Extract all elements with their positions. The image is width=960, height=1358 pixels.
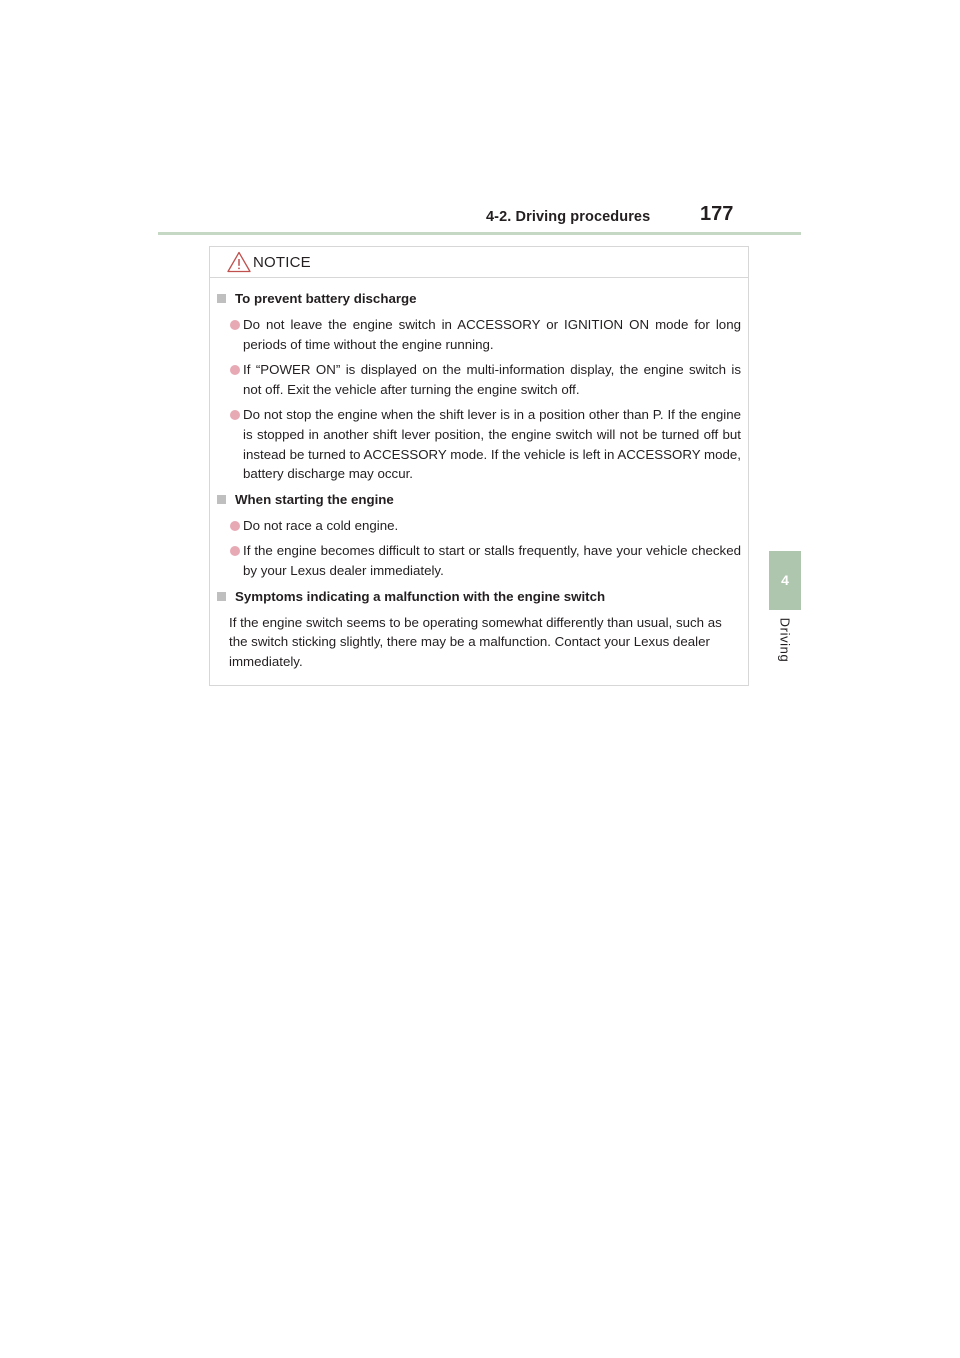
- header-rule: [158, 232, 801, 235]
- section-heading-text: Symptoms indicating a malfunction with the engine switch: [235, 588, 606, 604]
- notice-box: [209, 246, 749, 686]
- round-bullet-icon: [230, 546, 240, 556]
- chapter-tab-number: 4: [781, 572, 789, 588]
- square-bullet-icon: [217, 495, 226, 504]
- header-section-title: 4-2. Driving procedures: [486, 209, 651, 225]
- section-heading: [216, 289, 748, 309]
- square-bullet-icon: [217, 592, 226, 601]
- notice-body: [210, 289, 748, 677]
- list-item: [243, 315, 741, 354]
- square-bullet-icon: [217, 294, 226, 303]
- section-heading: [216, 490, 748, 510]
- list-item-text: Do not race a cold engine.: [243, 517, 399, 533]
- list-item: [243, 405, 741, 483]
- round-bullet-icon: [230, 320, 240, 330]
- list-item-text: If the engine becomes difficult to start or stalls frequently, have your vehicle checked by your Lexus dealer immediately.: [243, 543, 741, 578]
- round-bullet-icon: [230, 410, 240, 420]
- list-item: [243, 541, 741, 580]
- list-item-text: Do not leave the engine switch in ACCESSORY or IGNITION ON mode for long periods of time without the engine running.: [243, 317, 741, 352]
- list-item-text: Do not stop the engine when the shift lever is in a position other than P. If the engine is stopped in another shift lever position, the engine switch will not be turned off but instead be turned to ACCESSORY mode. If the vehicle is left in ACCESSORY mode, battery discharge may occur.: [243, 407, 741, 482]
- section-heading: [216, 587, 748, 607]
- notice-title: NOTICE: [253, 254, 311, 271]
- chapter-tab: [769, 551, 801, 610]
- section-heading-text: To prevent battery discharge: [235, 291, 417, 306]
- notice-header: [210, 247, 748, 278]
- page-number: 177: [700, 203, 734, 225]
- warning-triangle-icon: [227, 251, 251, 273]
- chapter-side-label: Driving: [777, 617, 793, 663]
- list-item-text: If “POWER ON” is displayed on the multi-information display, the engine switch is not off. Exit the vehicle after turning the engine switch off.: [243, 362, 741, 397]
- round-bullet-icon: [230, 365, 240, 375]
- section-paragraph: If the engine switch seems to be operating somewhat differently than usual, such as the switch sticking slightly, there may be a malfunction. Contact your Lexus dealer immediately.: [229, 614, 722, 669]
- list-item: [243, 360, 741, 399]
- round-bullet-icon: [230, 521, 240, 531]
- section-heading-text: When starting the engine: [235, 491, 394, 507]
- list-item: [243, 516, 741, 536]
